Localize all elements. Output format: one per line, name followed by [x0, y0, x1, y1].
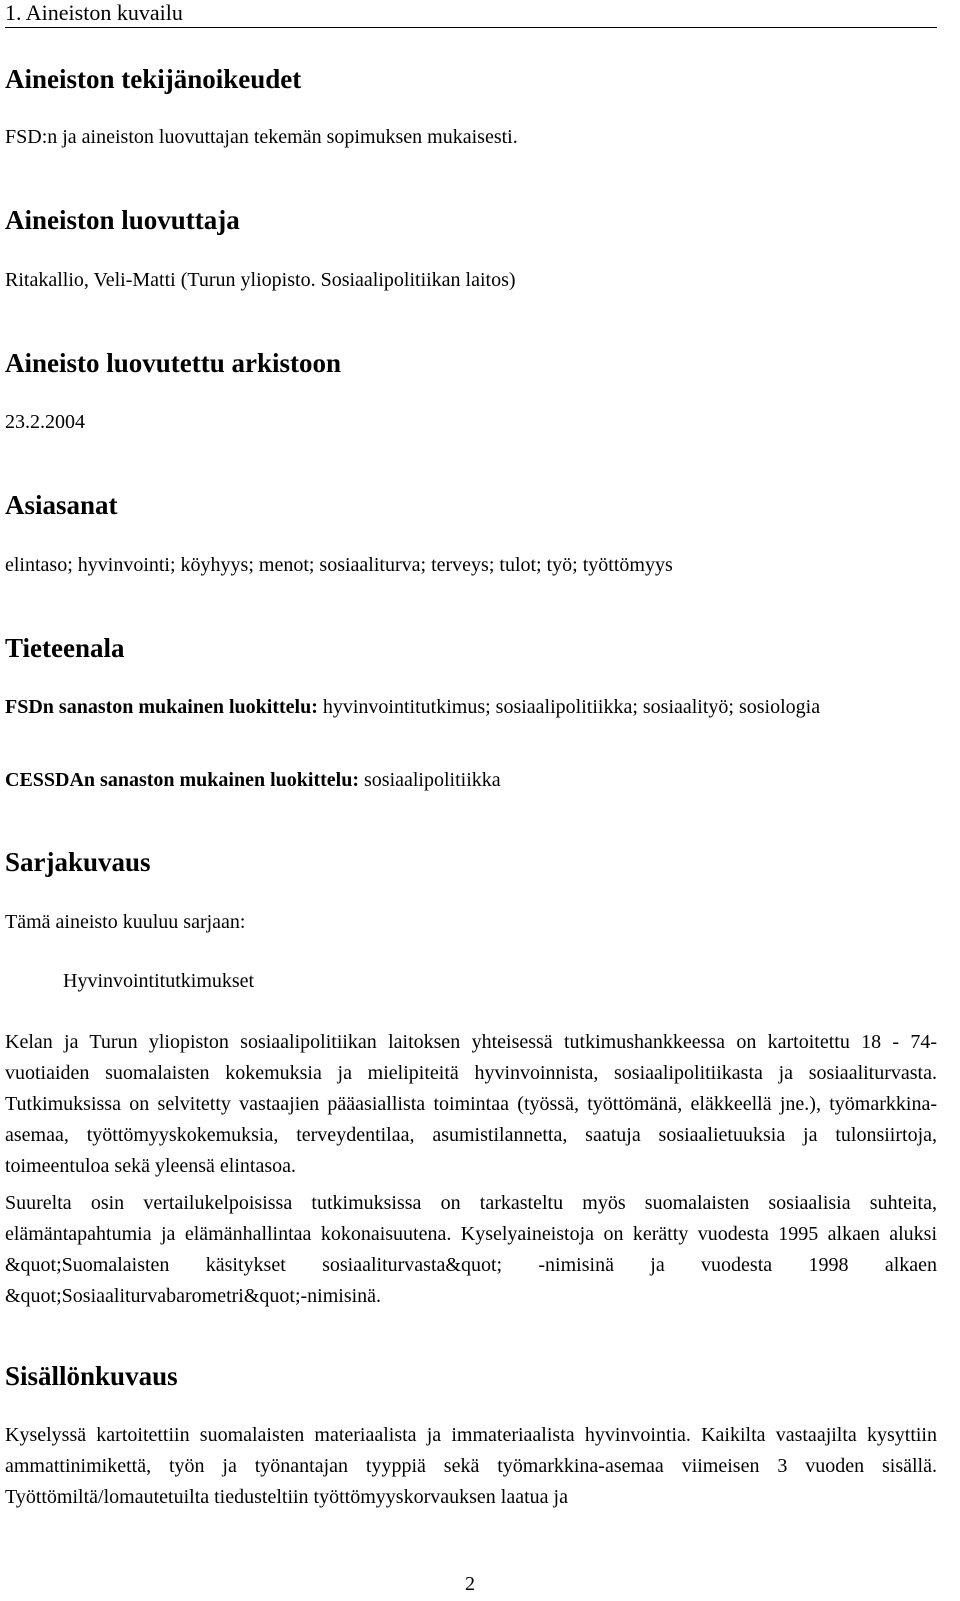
fsd-classification-label: FSDn sanaston mukainen luokittelu:: [5, 696, 318, 718]
fsd-classification-value: hyvinvointitutkimus; sosiaalipolitiikka; sosiaalityö; sosiologia: [317, 696, 821, 718]
series-paragraph-1: Kelan ja Turun yliopiston sosiaalipolitiikan laitoksen yhteisessä tutkimushankkeessa on kartoitettu 18 - 74-vuotiaiden suomalaisten kokemuksia ja mielipiteitä hyvinvoinnista, sosiaalipolitiikasta ja sosiaaliturvasta. Tutkimuksissa on selvitetty vastaajien pääasiallista toimintaa (työssä, työttömänä, eläkkeellä jne.), työmarkkina-asemaa, työttömyyskokemuksia, terveydentilaa, asumistilannetta, saatuja sosiaalietuuksia ja tulonsiirtoja, toimeentuloa sekä yleensä elintasoa.: [5, 1031, 937, 1177]
depositor-text: Ritakallio, Veli-Matti (Turun yliopisto. Sosiaalipolitiikan laitos): [5, 269, 516, 291]
heading-copyright: Aineiston tekijänoikeudet: [5, 64, 302, 94]
cessda-classification-label: CESSDAn sanaston mukainen luokittelu:: [5, 769, 359, 791]
series-name: Hyvinvointitutkimukset: [63, 970, 255, 992]
copyright-text: FSD:n ja aineiston luovuttajan tekemän sopimuksen mukaisesti.: [5, 126, 518, 148]
running-header: 1. Aineiston kuvailu: [5, 0, 937, 28]
series-intro: Tämä aineisto kuuluu sarjaan:: [5, 911, 246, 933]
page-number: 2: [465, 1573, 475, 1595]
heading-keywords: Asiasanat: [5, 490, 118, 520]
keywords-text: elintaso; hyvinvointi; köyhyys; menot; sosiaaliturva; terveys; tulot; työ; työttömyys: [5, 554, 673, 576]
discipline-fsd: [5, 692, 937, 723]
deposit-date-text: 23.2.2004: [5, 411, 85, 433]
series-paragraph-2: Suurelta osin vertailukelpoisissa tutkimuksissa on tarkasteltu myös suomalaisten sosiaalisia suhteita, elämäntapahtumia ja elämänhallintaa kokonaisuutena. Kyselyaineistoja on kerätty vuodesta 1995 alkaen aluksi &quot;Suomalaisten käsitykset sosiaaliturvasta&quot; -nimisinä ja vuodesta 1998 alkaen &quot;Sosiaaliturvabarometri&quot;-nimisinä.: [5, 1192, 937, 1307]
discipline-cessda: [5, 765, 937, 796]
heading-series: Sarjakuvaus: [5, 847, 151, 877]
heading-depositor: Aineiston luovuttaja: [5, 205, 240, 235]
cessda-classification-value: sosiaalipolitiikka: [359, 769, 501, 791]
heading-content: Sisällönkuvaus: [5, 1361, 178, 1391]
heading-discipline: Tieteenala: [5, 633, 125, 663]
heading-deposit-date: Aineisto luovutettu arkistoon: [5, 348, 342, 378]
content-text: Kyselyssä kartoitettiin suomalaisten materiaalista ja immateriaalista hyvinvointia. Kaikilta vastaajilta kysyttiin ammattinimikettä, työn ja työnantajan tyyppiä sekä työmarkkina-asemaa viimeisen 3 vuoden sisällä. Työttömiltä/lomautetuilta tiedusteltiin työttömyyskorvauksen laatua ja: [5, 1424, 937, 1508]
